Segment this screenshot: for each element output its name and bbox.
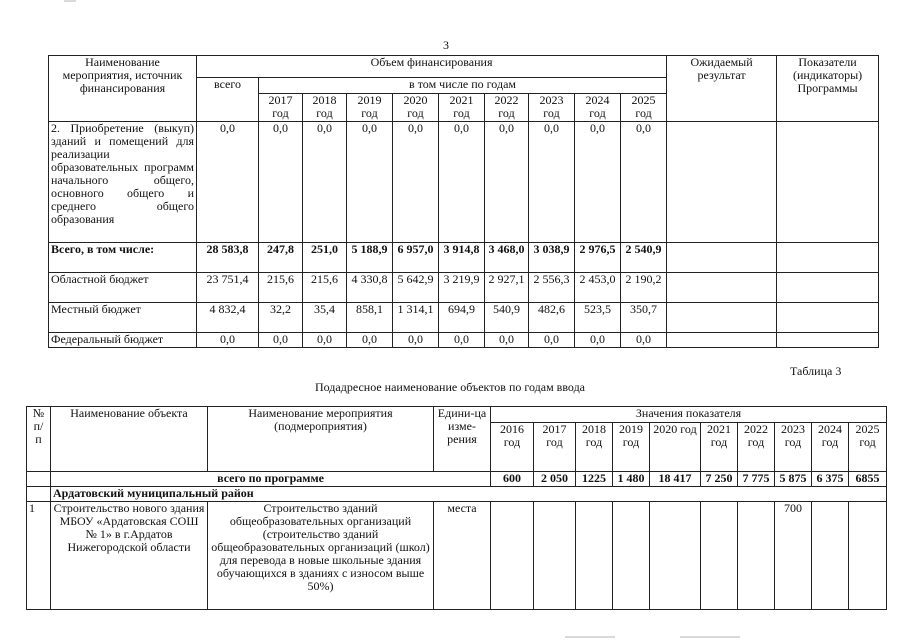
- year-header: 2018 год: [576, 423, 613, 472]
- year-header: 2023 год: [529, 94, 575, 122]
- row-value: [613, 502, 650, 610]
- cell: 247,8: [259, 243, 303, 273]
- year-header: 2021 год: [439, 94, 485, 122]
- row-event: Строительство зданий общеобразовательных организаций (строительство зданий общеобразовательных организаций (школ) для перевода в новые школьные здания обучающихся в зданиях с износом выше 50%): [208, 502, 434, 610]
- cell-result: [667, 122, 777, 243]
- row-name: Всего, в том числе:: [49, 243, 197, 273]
- cell: 0,0: [303, 122, 347, 243]
- cell: 523,5: [575, 303, 621, 333]
- total-value: 600: [491, 472, 534, 487]
- cell: 2 976,5: [575, 243, 621, 273]
- cell-result: [667, 243, 777, 273]
- row-name: Местный бюджет: [49, 303, 197, 333]
- header-name: Наименование мероприятия, источник финансирования: [49, 56, 197, 122]
- row-value: [701, 502, 738, 610]
- cell: 0,0: [529, 333, 575, 348]
- scan-mark: [64, 0, 76, 2]
- cell: 215,6: [259, 273, 303, 303]
- cell: 0,0: [259, 333, 303, 348]
- district-name: Ардатовский муниципальный район: [51, 487, 887, 502]
- cell-result: [667, 273, 777, 303]
- cell: 0,0: [347, 333, 393, 348]
- cell: 5 642,9: [393, 273, 439, 303]
- row-name: Областной бюджет: [49, 273, 197, 303]
- cell-indicators: [777, 273, 879, 303]
- row-num: 1: [27, 502, 51, 610]
- cell-total: 0,0: [197, 122, 259, 243]
- total-value: 1225: [576, 472, 613, 487]
- year-header: 2017 год: [534, 423, 576, 472]
- cell-result: [667, 333, 777, 348]
- cell: 0,0: [303, 333, 347, 348]
- total-label: всего по программе: [51, 472, 491, 487]
- cell: 0,0: [575, 333, 621, 348]
- table-label: Таблица 3: [790, 364, 842, 378]
- header-result: Ожидаемый результат: [667, 56, 777, 122]
- total-value: 1 480: [613, 472, 650, 487]
- cell: 0,0: [393, 333, 439, 348]
- cell: 0,0: [575, 122, 621, 243]
- total-value: 2 050: [534, 472, 576, 487]
- cell-total: 23 751,4: [197, 273, 259, 303]
- cell: 1 314,1: [393, 303, 439, 333]
- total-value: 6855: [849, 472, 887, 487]
- header-event: Наименование мероприятия (подмероприятия): [208, 407, 434, 472]
- header-values: Значения показателя: [491, 407, 887, 423]
- financing-table: [48, 55, 879, 348]
- cell: 5 188,9: [347, 243, 393, 273]
- row-value: [738, 502, 775, 610]
- row-value: [491, 502, 534, 610]
- objects-table: [26, 406, 887, 610]
- year-header: 2021 год: [701, 423, 738, 472]
- cell: 3 468,0: [485, 243, 529, 273]
- district-num: [27, 487, 51, 502]
- cell-total: 0,0: [197, 333, 259, 348]
- year-header: 2022 год: [485, 94, 529, 122]
- cell-total: 4 832,4: [197, 303, 259, 333]
- year-header: 2023 год: [775, 423, 812, 472]
- header-by-year: в том числе по годам: [259, 78, 667, 94]
- cell: 4 330,8: [347, 273, 393, 303]
- header-volume: Объем финансирования: [197, 56, 667, 78]
- total-value: 6 375: [812, 472, 849, 487]
- cell-indicators: [777, 303, 879, 333]
- year-header: 2025 год: [849, 423, 887, 472]
- row-value: [534, 502, 576, 610]
- cell: 35,4: [303, 303, 347, 333]
- year-header: 2017 год: [259, 94, 303, 122]
- cell: 0,0: [485, 122, 529, 243]
- cell-indicators: [777, 243, 879, 273]
- header-total: всего: [197, 78, 259, 122]
- cell: 2 453,0: [575, 273, 621, 303]
- year-header: 2024 год: [575, 94, 621, 122]
- total-num: [27, 472, 51, 487]
- cell: 858,1: [347, 303, 393, 333]
- year-header: 2016 год: [491, 423, 534, 472]
- total-value: 7 775: [738, 472, 775, 487]
- scan-mark: [565, 636, 615, 638]
- cell: 0,0: [529, 122, 575, 243]
- cell: 0,0: [621, 333, 667, 348]
- row-value: [849, 502, 887, 610]
- scan-mark: [680, 636, 740, 638]
- cell: 3 914,8: [439, 243, 485, 273]
- cell: 0,0: [485, 333, 529, 348]
- total-value: 5 875: [775, 472, 812, 487]
- year-header: 2019 год: [347, 94, 393, 122]
- row-value: 700: [775, 502, 812, 610]
- cell: 2 190,2: [621, 273, 667, 303]
- cell: 540,9: [485, 303, 529, 333]
- year-header: 2020 год: [393, 94, 439, 122]
- cell: 482,6: [529, 303, 575, 333]
- cell-indicators: [777, 333, 879, 348]
- cell: 32,2: [259, 303, 303, 333]
- cell: 3 219,9: [439, 273, 485, 303]
- row-value: [812, 502, 849, 610]
- cell-indicators: [777, 122, 879, 243]
- total-value: 7 250: [701, 472, 738, 487]
- header-object: Наименование объекта: [51, 407, 208, 472]
- table-caption: Подадресное наименование объектов по годам ввода: [314, 380, 586, 394]
- cell: 0,0: [439, 122, 485, 243]
- header-indicators: Показатели (индикаторы) Программы: [777, 56, 879, 122]
- cell: 2 540,9: [621, 243, 667, 273]
- cell: 0,0: [259, 122, 303, 243]
- row-value: [650, 502, 701, 610]
- cell: 2 927,1: [485, 273, 529, 303]
- cell: 0,0: [439, 333, 485, 348]
- cell: 0,0: [347, 122, 393, 243]
- row-name: 2. Приобретение (выкуп) зданий и помещений для реализации образовательных программ начального общего, основного общего и среднего общего образования: [49, 122, 197, 243]
- header-unit: Едини-ца изме-рения: [434, 407, 491, 472]
- year-header: 2018 год: [303, 94, 347, 122]
- header-num: № п/ п: [27, 407, 51, 472]
- cell: 2 556,3: [529, 273, 575, 303]
- cell: 694,9: [439, 303, 485, 333]
- page-number: 3: [443, 38, 449, 52]
- cell: 350,7: [621, 303, 667, 333]
- year-header: 2022 год: [738, 423, 775, 472]
- cell: 251,0: [303, 243, 347, 273]
- year-header: 2025 год: [621, 94, 667, 122]
- row-value: [576, 502, 613, 610]
- cell: 0,0: [621, 122, 667, 243]
- year-header: 2019 год: [613, 423, 650, 472]
- year-header: 2020 год: [650, 423, 701, 472]
- cell: 6 957,0: [393, 243, 439, 273]
- cell: 215,6: [303, 273, 347, 303]
- cell: 3 038,9: [529, 243, 575, 273]
- year-header: 2024 год: [812, 423, 849, 472]
- cell-result: [667, 303, 777, 333]
- cell: 0,0: [393, 122, 439, 243]
- cell-total: 28 583,8: [197, 243, 259, 273]
- row-unit: места: [434, 502, 491, 610]
- row-name: Федеральный бюджет: [49, 333, 197, 348]
- row-object: Строительство нового здания МБОУ «Ардатовская СОШ № 1» в г.Ардатов Нижегородской области: [51, 502, 208, 610]
- total-value: 18 417: [650, 472, 701, 487]
